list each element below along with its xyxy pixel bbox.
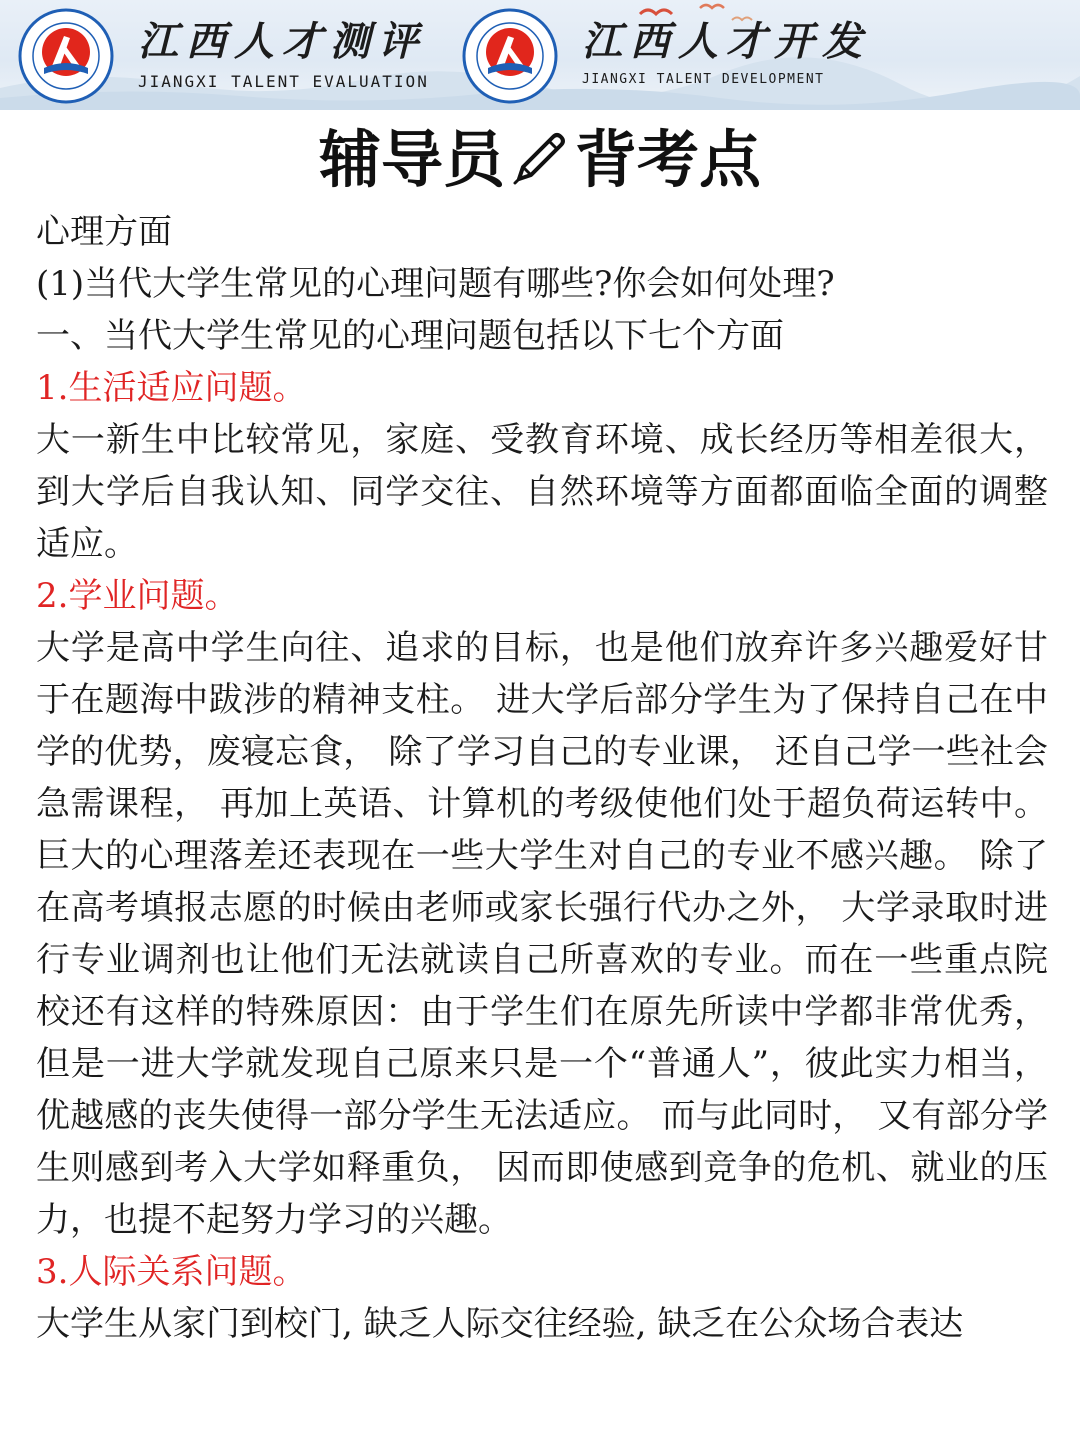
- section-heading: 心理方面: [36, 212, 172, 252]
- title-left: 辅导员: [318, 123, 505, 196]
- brand-name-en: JIANGXI TALENT DEVELOPMENT: [582, 72, 825, 87]
- question-text: (1)当代大学生常见的心理问题有哪些?你会如何处理?: [36, 264, 835, 304]
- item-text-2: 大学是高中学生向往、追求的目标，也是他们放弃许多兴趣爱好甘于在题海中跋涉的精神支柱。 进大学后部分学生为了保持自己在中学的优势，废寝忘食， 除了学习自己的专业课， 还自己学一些社会急需课程， 再加上英语、计算机的考级使他们处于超负荷运转中。 巨大的心理落差还表现在一些大学生对自己的专业不感兴趣。 除了在高考填报志愿的时候由老师或家长强行代办之外， 大学录取时进行专业调剂也让他们无法就读自己所喜欢的专业。而在一些重点院校还有这样的特殊原因：由于学生们在原先所读中学都非常优秀，但是一进大学就发现自己原来只是一个“普通人”，彼此实力相当，优越感的丧失使得一部分学生无法适应。 而与此同时， 又有部分学生则感到考入大学如释重负， 因而即使感到竞争的危机、就业的压力，也提不起努力学习的兴趣。: [36, 628, 1048, 1240]
- title-right: 背考点: [575, 123, 762, 196]
- jiangxi-talent-logo-icon: [18, 8, 114, 104]
- brand-name-en: JIANGXI TALENT EVALUATION: [138, 72, 429, 91]
- brand-text: [138, 18, 429, 91]
- item-text-1: 大一新生中比较常见，家庭、受教育环境、成长经历等相差很大，到大学后自我认知、同学交往、自然环境等方面都面临全面的调整适应。: [36, 420, 1048, 564]
- brand-name-cn: 江西人才开发: [582, 18, 870, 65]
- brand-jiangxi-talent-evaluation: [18, 8, 438, 104]
- item-text-3: 大学生从家门到校门, 缺乏人际交往经验, 缺乏在公众场合表达: [36, 1304, 964, 1344]
- article-body: [36, 206, 1048, 1350]
- item-heading-1: 1.生活适应问题。: [36, 368, 307, 408]
- jiangxi-talent-logo-icon: [462, 8, 558, 104]
- header-banner: [0, 0, 1080, 110]
- item-heading-2: 2.学业问题。: [36, 576, 239, 616]
- brand-text: [582, 18, 870, 87]
- brand-name-cn: 江西人才测评: [138, 18, 426, 65]
- pen-icon: [509, 127, 571, 189]
- brand-jiangxi-talent-development: [462, 8, 882, 104]
- intro-text: 一、当代大学生常见的心理问题包括以下七个方面: [36, 316, 784, 356]
- page-title: [0, 122, 1080, 198]
- item-heading-3: 3.人际关系问题。: [36, 1252, 307, 1292]
